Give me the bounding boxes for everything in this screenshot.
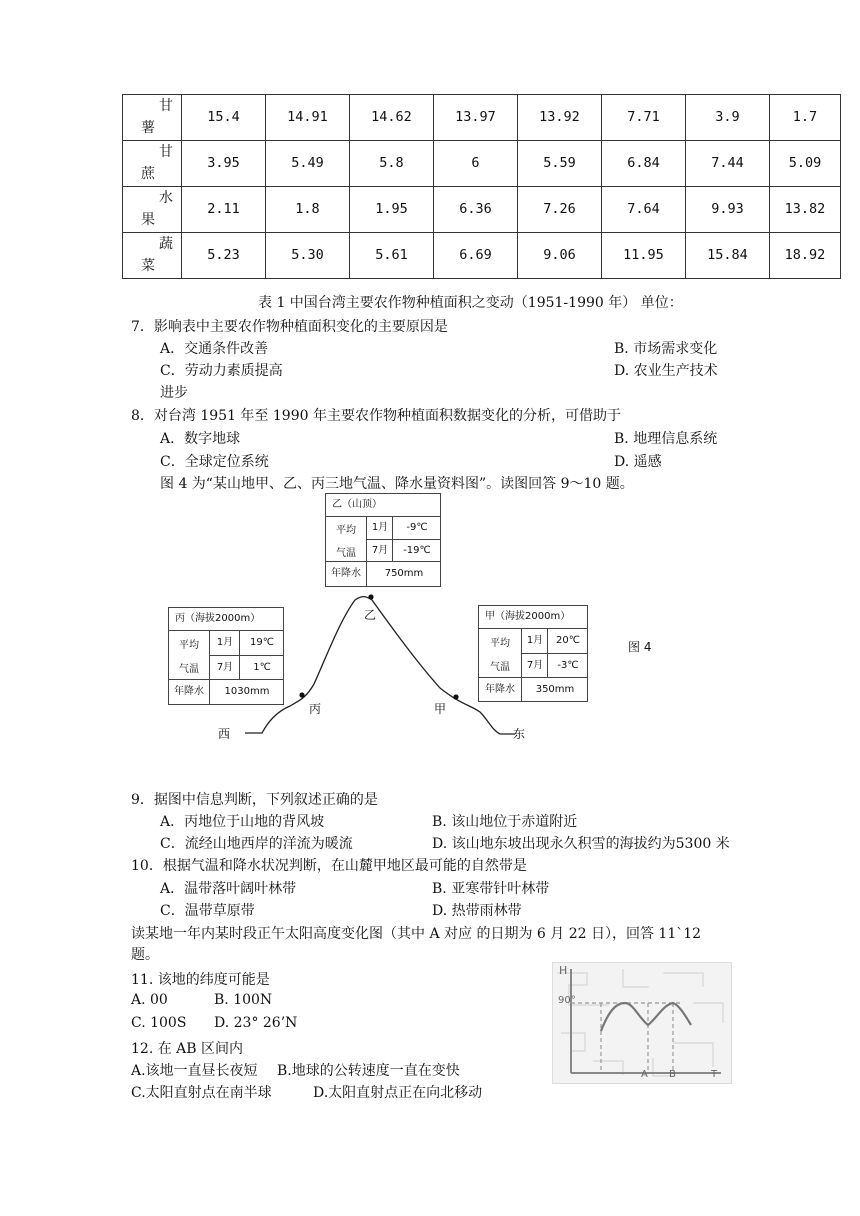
q8-option-c: C．全球定位系统 [160, 454, 269, 470]
graph-a-label: A [641, 1069, 648, 1080]
table-cell: 3.9 [686, 95, 770, 141]
table-cell: 13.92 [518, 95, 602, 141]
q7-option-d-cont: 进步 [160, 385, 188, 401]
yi-jan: 1月 [366, 517, 393, 539]
intro-11-12-cont: 题。 [131, 947, 159, 963]
q11-option-b: B. 100N [214, 992, 273, 1008]
table-cell: 7.64 [602, 187, 686, 233]
q10-option-b: B. 亚寒带针叶林带 [432, 881, 550, 897]
crop-name-char-2: 薯 [141, 120, 155, 136]
yi-temp: 气温 [336, 548, 356, 559]
table-cell: 6.69 [434, 233, 518, 279]
table-cell: 5.49 [266, 141, 350, 187]
table-cell: 6.84 [602, 141, 686, 187]
jia-jul-value: -3℃ [547, 653, 588, 678]
yi-rain: 年降水 [326, 561, 366, 586]
yi-jan-value: -9℃ [392, 517, 441, 539]
q8-stem: 8．对台湾 1951 年至 1990 年主要农作物种植面积数据变化的分析，可借助于 [131, 408, 621, 424]
q11-option-c: C. 100S [131, 1015, 187, 1031]
graph-t-label: T [711, 1069, 718, 1080]
table-cell: 9.93 [686, 187, 770, 233]
yi-rain-value: 750mm [366, 561, 441, 586]
jia-rain-value: 350mm [521, 677, 588, 701]
jia-avg: 平均 [490, 638, 510, 649]
graph-h-label: H [559, 964, 568, 977]
q9-option-a: A．丙地位于山地的背风坡 [160, 814, 325, 830]
sun-altitude-graph [552, 962, 732, 1084]
jia-jul: 7月 [521, 653, 548, 678]
crop-name-char-2: 蔗 [141, 166, 155, 182]
q10-option-d: D. 热带雨林带 [432, 903, 522, 919]
crop-name-char-2: 果 [141, 212, 155, 228]
table-cell: 15.4 [182, 95, 266, 141]
q8-option-d: D. 遥感 [614, 454, 662, 470]
q7-option-c: C．劳动力素质提高 [160, 363, 283, 379]
fig4-intro: 图 4 为“某山地甲、乙、丙三地气温、降水量资料图”。读图回答 9～10 题。 [160, 476, 634, 492]
jia-jan: 1月 [521, 629, 548, 653]
table-cell: 2.11 [182, 187, 266, 233]
table-cell: 11.95 [602, 233, 686, 279]
bing-jul: 7月 [209, 655, 240, 680]
table-cell: 1.7 [770, 95, 841, 141]
point-yi-label: 乙 [364, 608, 377, 622]
q11-option-d: D. 23° 26’N [214, 1015, 298, 1031]
table-cell: 5.09 [770, 141, 841, 187]
table-cell: 7.26 [518, 187, 602, 233]
table-cell: 7.44 [686, 141, 770, 187]
crop-name-char-1: 蔬 [159, 236, 173, 252]
yi-title: 乙（山顶） [326, 494, 440, 517]
q11-stem: 11. 该地的纬度可能是 [131, 972, 270, 988]
graph-90-label: 90° [558, 995, 576, 1006]
point-bing-label: 丙 [309, 702, 322, 716]
graph-b-label: B [669, 1069, 676, 1080]
yi-jul: 7月 [366, 539, 393, 562]
q7-option-d: D. 农业生产技术 [614, 363, 718, 379]
table-cell: 5.23 [182, 233, 266, 279]
crop-name-char-1: 甘 [159, 98, 173, 114]
table-cell: 7.71 [602, 95, 686, 141]
table-cell: 5.59 [518, 141, 602, 187]
table-caption: 表 1 中国台湾主要农作物种植面积之变动（1951-1990 年） 单位： [258, 295, 683, 311]
table-cell: 5.61 [350, 233, 434, 279]
q10-option-a: A．温带落叶阔叶林带 [160, 881, 297, 897]
table-cell: 15.84 [686, 233, 770, 279]
jia-title: 甲（海拔2000m） [479, 606, 587, 629]
bing-title: 丙（海拔2000m） [169, 608, 283, 631]
bing-temp: 气温 [179, 664, 199, 675]
q12-stem: 12. 在 AB 区间内 [131, 1041, 244, 1057]
bing-jan-value: 19℃ [239, 631, 284, 655]
bing-jan: 1月 [209, 631, 240, 655]
crop-name-char-1: 水 [159, 190, 173, 206]
q10-option-c: C．温带草原带 [160, 903, 255, 919]
table-cell: 5.30 [266, 233, 350, 279]
bing-avg: 平均 [179, 640, 199, 651]
jia-jan-value: 20℃ [547, 629, 588, 653]
yi-avg: 平均 [336, 525, 356, 536]
table-cell: 14.62 [350, 95, 434, 141]
intro-11-12: 读某地一年内某时段正午太阳高度变化图（其中 A 对应 的日期为 6 月 22 日），回答 11`12 [131, 926, 702, 942]
table-cell: 13.97 [434, 95, 518, 141]
q9-option-d: D. 该山地东坡出现永久积雪的海拔约为5300 米 [432, 836, 730, 852]
bing-rain-value: 1030mm [209, 679, 284, 704]
yi-jul-value: -19℃ [392, 539, 441, 562]
figure-4-label: 图 4 [628, 640, 652, 654]
q11-option-a: A. 00 [131, 992, 168, 1008]
east-label: 东 [513, 727, 526, 741]
table-cell: 1.95 [350, 187, 434, 233]
q9-option-c: C．流经山地西岸的洋流为暖流 [160, 836, 353, 852]
jia-rain: 年降水 [479, 677, 521, 701]
q7-option-b: B. 市场需求变化 [614, 341, 718, 357]
table-cell: 1.8 [266, 187, 350, 233]
table-cell: 13.82 [770, 187, 841, 233]
q12-option-d: D.太阳直射点正在向北移动 [313, 1085, 483, 1101]
crop-name-char-2: 菜 [141, 258, 155, 274]
jia-temp: 气温 [490, 662, 510, 673]
q9-stem: 9．据图中信息判断，下列叙述正确的是 [131, 792, 378, 808]
q7-option-a: A．交通条件改善 [160, 341, 269, 357]
table-cell: 14.91 [266, 95, 350, 141]
crop-name-char-1: 甘 [159, 144, 173, 160]
q8-option-b: B. 地理信息系统 [614, 431, 718, 447]
bing-rain: 年降水 [169, 679, 209, 704]
table-cell: 6.36 [434, 187, 518, 233]
table-cell: 6 [434, 141, 518, 187]
q12-option-c: C.太阳直射点在南半球 [131, 1085, 272, 1101]
q12-option-a: A.该地一直昼长夜短 [131, 1063, 258, 1079]
q12-option-b: B.地球的公转速度一直在变快 [277, 1063, 460, 1079]
q10-stem: 10．根据气温和降水状况判断，在山麓甲地区最可能的自然带是 [131, 858, 527, 874]
q7-stem: 7．影响表中主要农作物种植面积变化的主要原因是 [131, 319, 448, 335]
table-cell: 5.8 [350, 141, 434, 187]
q9-option-b: B. 该山地位于赤道附近 [432, 814, 578, 830]
bing-jul-value: 1℃ [239, 655, 284, 680]
point-jia-label: 甲 [434, 702, 447, 716]
table-cell: 18.92 [770, 233, 841, 279]
q8-option-a: A．数字地球 [160, 431, 241, 447]
table-cell: 3.95 [182, 141, 266, 187]
west-label: 西 [218, 727, 231, 741]
table-cell: 9.06 [518, 233, 602, 279]
